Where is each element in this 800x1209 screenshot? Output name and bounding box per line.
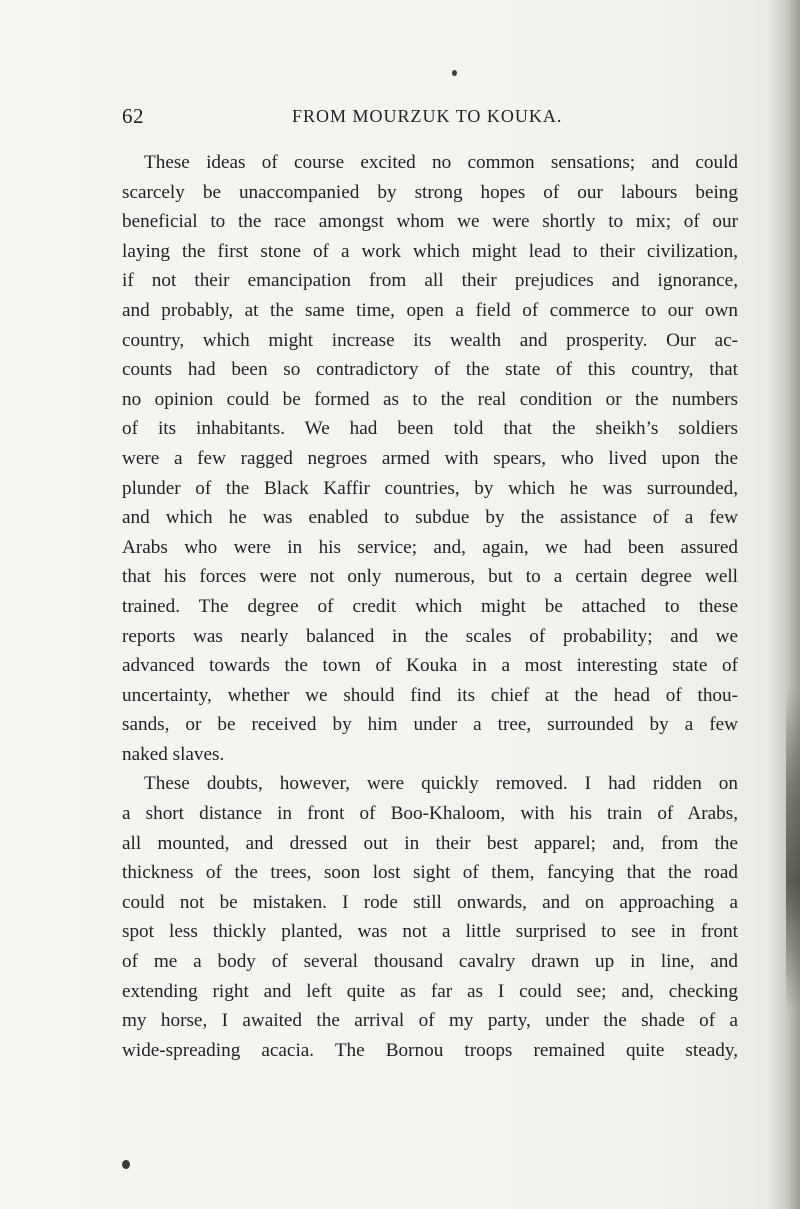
text-line: Arabs who were in his service; and, again, we had been assured bbox=[122, 536, 738, 558]
text-line: all mounted, and dressed out in their best apparel; and, from the bbox=[122, 832, 738, 854]
text-line: of its inhabitants. We had been told that the sheikh’s soldiers bbox=[122, 418, 738, 440]
body-text bbox=[122, 148, 738, 1065]
text-line: my horse, I awaited the arrival of my party, under the shade of a bbox=[122, 1010, 738, 1032]
text-line: reports was nearly balanced in the scales of probability; and we bbox=[122, 625, 738, 647]
running-head bbox=[122, 104, 682, 132]
text-line: a short distance in front of Boo-Khaloom, with his train of Arabs, bbox=[122, 803, 738, 825]
text-line: scarcely be unaccompanied by strong hopes of our labours being bbox=[122, 181, 738, 203]
text-line: counts had been so contradictory of the state of this country, that bbox=[122, 359, 738, 381]
text-line: country, which might increase its wealth and prosperity. Our ac- bbox=[122, 329, 738, 351]
text-line: and which he was enabled to subdue by the assistance of a few bbox=[122, 507, 738, 529]
ink-speck bbox=[452, 70, 457, 76]
page-number: 62 bbox=[122, 104, 144, 128]
text-line: trained. The degree of credit which might be attached to these bbox=[122, 595, 738, 617]
text-line: wide-spreading acacia. The Bornou troops remained quite steady, bbox=[122, 1039, 738, 1061]
running-title: FROM MOURZUK TO KOUKA. bbox=[292, 106, 563, 126]
text-line: uncertainty, whether we should find its chief at the head of thou- bbox=[122, 684, 738, 706]
text-line: could not be mistaken. I rode still onwards, and on approaching a bbox=[122, 891, 738, 913]
text-line: were a few ragged negroes armed with spears, who lived upon the bbox=[122, 447, 738, 469]
ink-speck bbox=[122, 1160, 130, 1169]
page-edge-shadow bbox=[768, 0, 800, 1209]
text-line: no opinion could be formed as to the real condition or the numbers bbox=[122, 388, 738, 410]
page-edge-stain bbox=[786, 690, 800, 1010]
text-line: These doubts, however, were quickly removed. I had ridden on bbox=[144, 773, 738, 795]
text-line: laying the first stone of a work which might lead to their civilization, bbox=[122, 240, 738, 262]
text-line: plunder of the Black Kaffir countries, by which he was surrounded, bbox=[122, 477, 738, 499]
text-line: These ideas of course excited no common sensations; and could bbox=[144, 152, 738, 173]
text-line: naked slaves. bbox=[122, 743, 225, 765]
text-line: thickness of the trees, soon lost sight of them, fancying that the road bbox=[122, 862, 738, 884]
text-line: sands, or be received by him under a tree, surrounded by a few bbox=[122, 714, 738, 736]
text-line: of me a body of several thousand cavalry drawn up in line, and bbox=[122, 951, 738, 973]
text-line: beneficial to the race amongst whom we were shortly to mix; of our bbox=[122, 211, 738, 233]
text-line: that his forces were not only numerous, but to a certain degree well bbox=[122, 566, 738, 588]
text-line: if not their emancipation from all their prejudices and ignorance, bbox=[122, 270, 738, 292]
text-line: and probably, at the same time, open a field of commerce to our own bbox=[122, 299, 738, 321]
text-line: advanced towards the town of Kouka in a most interesting state of bbox=[122, 655, 738, 677]
text-line: spot less thickly planted, was not a little surprised to see in front bbox=[122, 921, 738, 943]
text-line: extending right and left quite as far as I could see; and, checking bbox=[122, 980, 738, 1002]
